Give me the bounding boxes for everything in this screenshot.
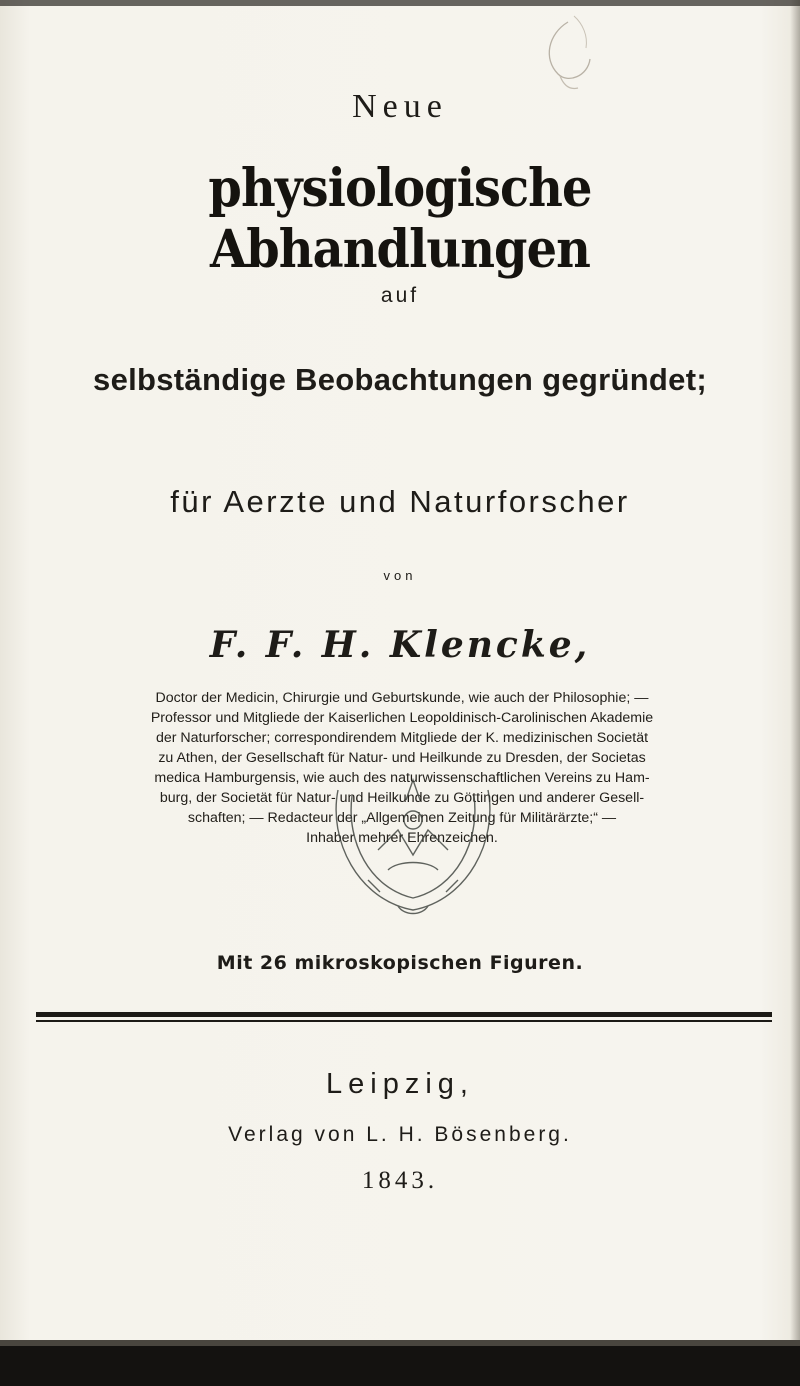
description-line: Doctor der Medicin, Chirurgie und Geburtskunde, wie auch der Philosophie; — [155, 690, 649, 706]
description-line: zu Athen, der Gesellschaft für Natur- und Heilkunde zu Dresden, der Societas [158, 750, 646, 766]
description-line: der Naturforscher; correspondirendem Mitgliede der K. medizinischen Societät [155, 730, 649, 746]
description-line: Professor und Mitgliede der Kaiserlichen Leopoldinisch-Carolinischen Akademie [150, 710, 654, 726]
description-line: burg, der Societät für Natur- und Heilkunde zu Göttingen und anderer Gesell- [159, 790, 645, 806]
auf-line: auf [380, 284, 420, 307]
audience-line: für Aerzte und Naturforscher [170, 484, 630, 519]
von-line: von [383, 568, 417, 583]
publication-city: Leipzig, [326, 1068, 474, 1100]
description-line: schaften; — Redacteur der „Allgemeinen Zeitung für Militärärzte;“ — [187, 810, 617, 826]
subtitle: selbständige Beobachtungen gegründet; [93, 362, 707, 397]
neue-heading: Neue [352, 88, 448, 125]
divider-thick [36, 1012, 772, 1017]
library-stamp-icon [318, 760, 508, 920]
description-line: medica Hamburgensis, wie auch des naturwissenschaftlichen Vereins zu Ham- [154, 770, 650, 786]
top-scan-edge [0, 0, 800, 6]
figures-note: Mit 26 mikroskopischen Figuren. [216, 952, 584, 974]
author-name: F. F. H. Klencke, [209, 624, 591, 666]
publication-year: 1843. [361, 1167, 439, 1194]
publisher-line: Verlag von L. H. Bösenberg. [228, 1123, 572, 1146]
description-line: Inhaber mehrer Ehrenzeichen. [306, 830, 498, 846]
divider-thin [36, 1020, 772, 1022]
bottom-scan-edge [0, 1346, 800, 1386]
main-title: physiologische Abhandlungen [208, 158, 592, 280]
